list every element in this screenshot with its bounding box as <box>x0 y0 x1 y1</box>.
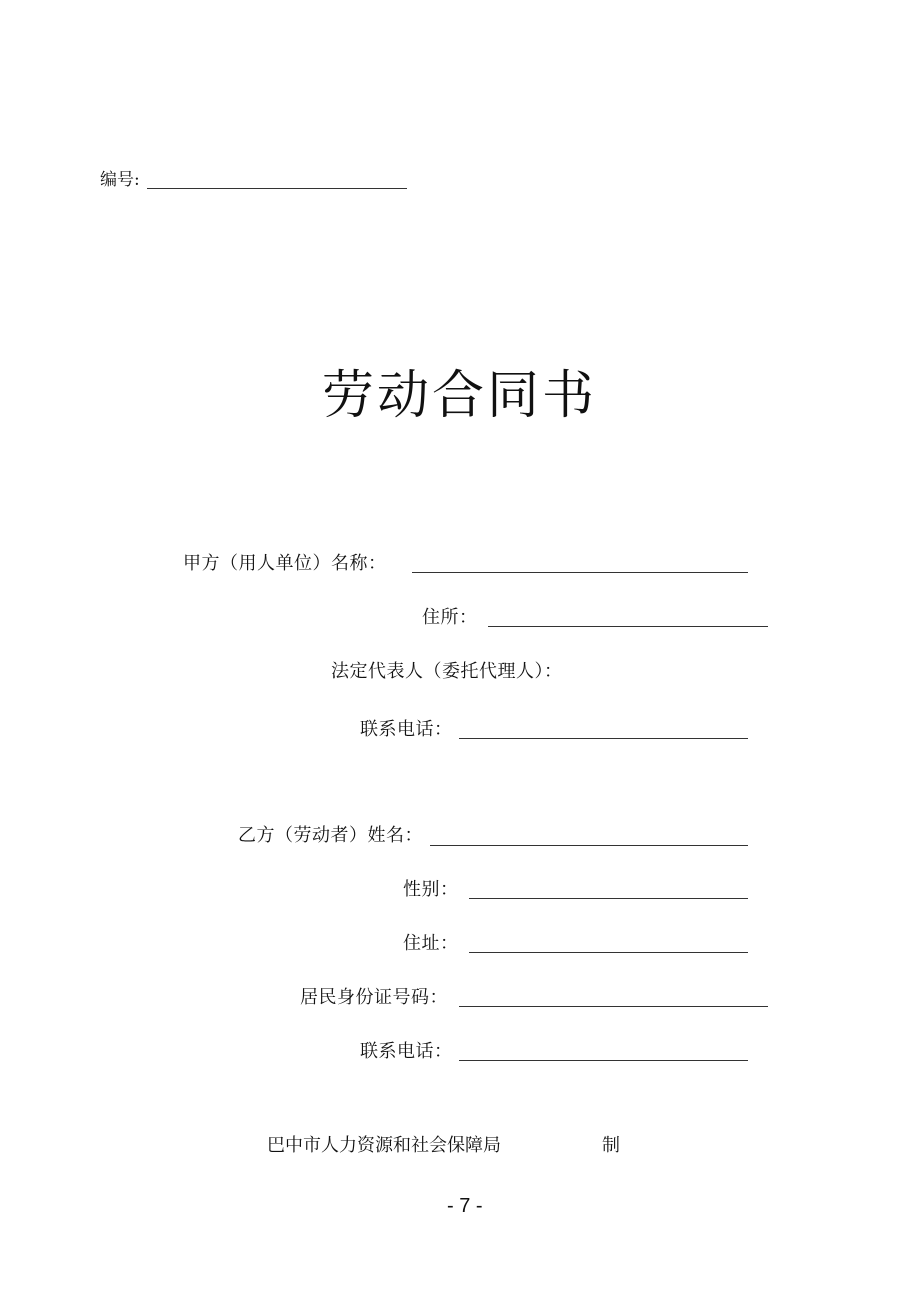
issuer-made-by: 制 <box>602 1135 620 1156</box>
party-a-name-label: 甲方（用人单位）名称： <box>183 553 387 574</box>
party-b-gender-field[interactable] <box>469 898 748 899</box>
party-a-phone-label: 联系电话： <box>360 719 453 740</box>
party-b-address-label: 住址： <box>403 933 459 954</box>
document-title: 劳动合同书 <box>322 366 598 426</box>
party-b-address-field[interactable] <box>469 952 748 953</box>
party-b-name-field[interactable] <box>430 845 748 846</box>
serial-number-label: 编号: <box>100 170 140 190</box>
party-a-phone-field[interactable] <box>459 738 748 739</box>
party-a-legal-rep-label: 法定代表人（委托代理人）： <box>331 661 563 682</box>
party-b-id-field[interactable] <box>459 1006 768 1007</box>
serial-number-field[interactable] <box>147 188 407 189</box>
party-b-phone-label: 联系电话： <box>360 1041 453 1062</box>
issuer-name: 巴中市人力资源和社会保障局 <box>267 1135 501 1156</box>
party-b-gender-label: 性别： <box>403 879 459 900</box>
party-b-phone-field[interactable] <box>459 1060 748 1061</box>
party-a-address-field[interactable] <box>488 626 768 627</box>
party-b-id-label: 居民身份证号码： <box>300 987 448 1008</box>
party-a-address-label: 住所： <box>422 607 478 628</box>
party-b-name-label: 乙方（劳动者）姓名： <box>238 825 423 846</box>
party-a-name-field[interactable] <box>412 572 748 573</box>
page-number: - 7 - <box>447 1195 483 1217</box>
